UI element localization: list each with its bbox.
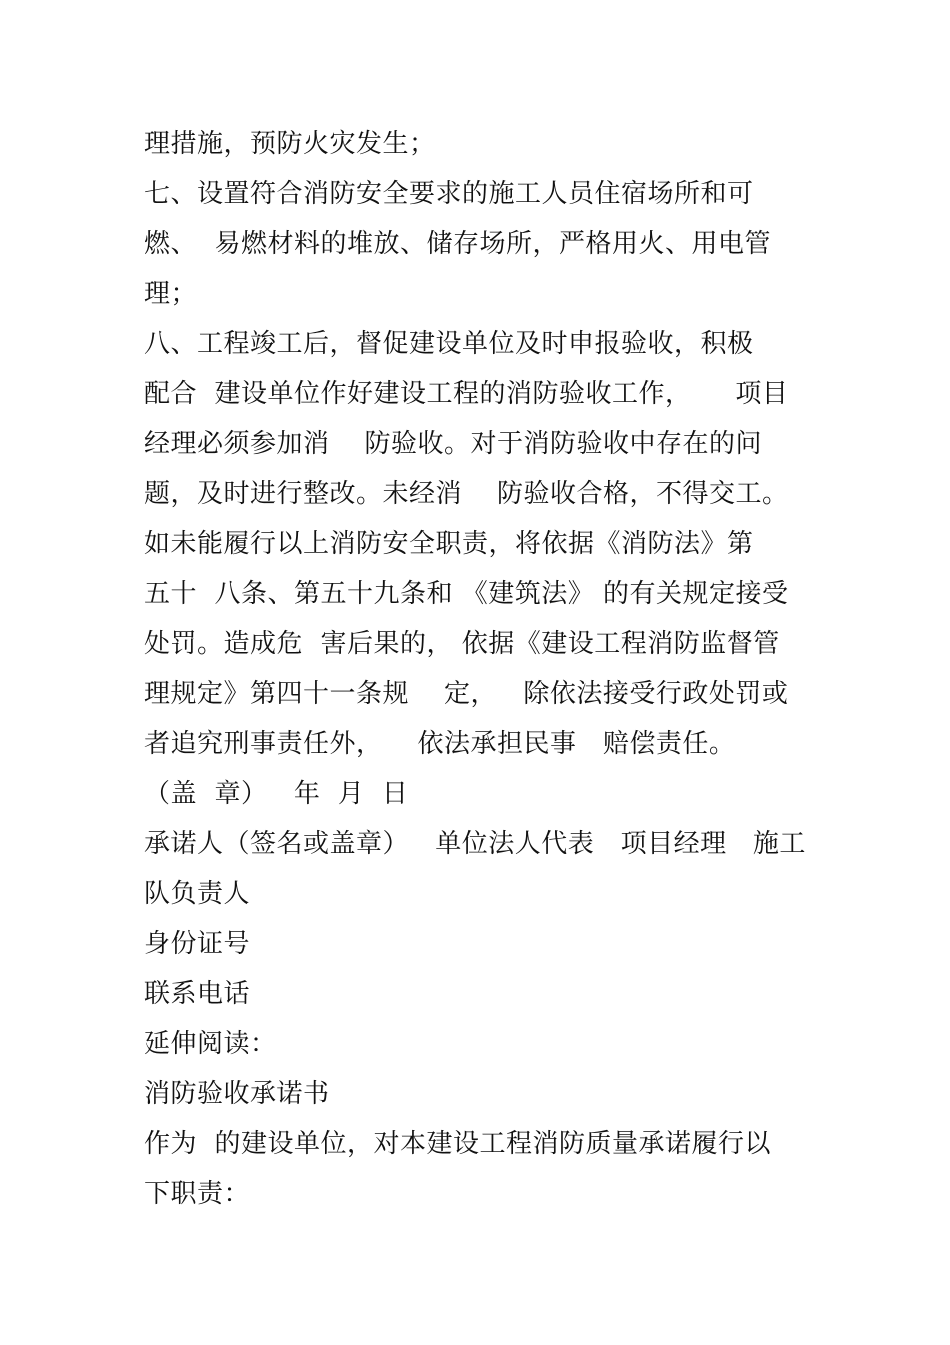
text-line: 题，及时进行整改。未经消 防验收合格，不得交工。 [144, 479, 789, 509]
text-line: 七、设置符合消防安全要求的施工人员住宿场所和可 [144, 179, 754, 209]
phone-label: 联系电话 [144, 979, 251, 1009]
text-line: 理； [144, 279, 198, 309]
text-line: 理规定》第四十一条规 定， 除依法接受行政处罚或 [144, 679, 789, 709]
text-line: 处罚。造成危 害后果的， 依据《建设工程消防监督管 [144, 629, 780, 659]
id-number-label: 身份证号 [144, 929, 251, 959]
seal-date-line: （盖 章） 年 月 日 [144, 779, 409, 809]
extended-reading-label: 延伸阅读： [144, 1029, 277, 1059]
text-line: 作为 的建设单位，对本建设工程消防质量承诺履行以 [144, 1129, 772, 1159]
text-line: 队负责人 [144, 879, 251, 909]
text-line: 理措施，预防火灾发生； [144, 129, 436, 159]
text-line: 八、工程竣工后，督促建设单位及时申报验收，积极 [144, 329, 754, 359]
section-title: 消防验收承诺书 [144, 1079, 330, 1109]
text-line: 燃、 易燃材料的堆放、储存场所，严格用火、用电管 [144, 229, 772, 259]
text-line: 如未能履行以上消防安全职责，将依据《消防法》第 [144, 529, 754, 559]
text-line: 五十 八条、第五十九条和 《建筑法》 的有关规定接受 [144, 579, 789, 609]
text-line: 经理必须参加消 防验收。对于消防验收中存在的问 [144, 429, 763, 459]
text-line: 者追究刑事责任外， 依法承担民事 赔偿责任。 [144, 729, 736, 759]
text-line: 下职责： [144, 1179, 251, 1209]
signatory-line: 承诺人（签名或盖章） 单位法人代表 项目经理 施工 [144, 829, 806, 859]
text-line: 配合 建设单位作好建设工程的消防验收工作， 项目 [144, 379, 789, 409]
